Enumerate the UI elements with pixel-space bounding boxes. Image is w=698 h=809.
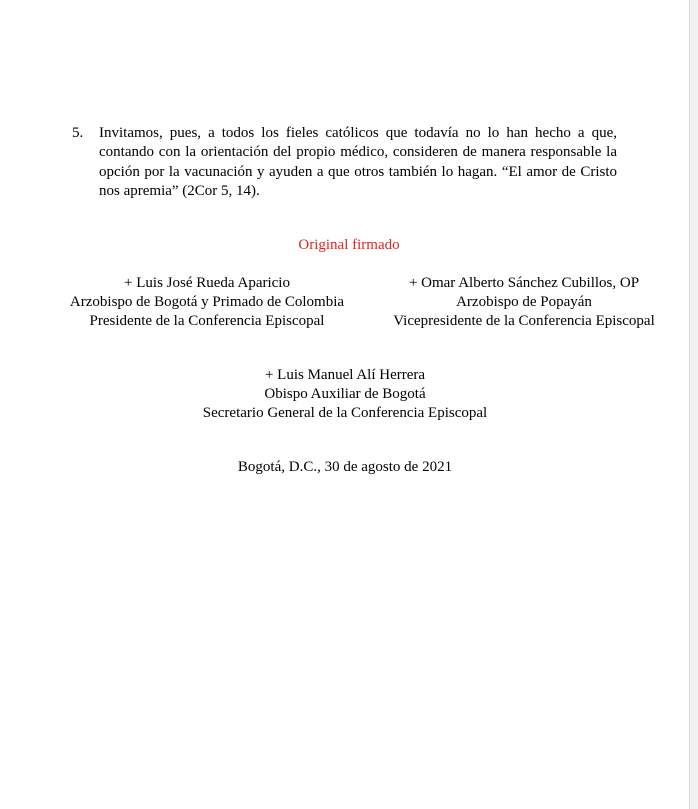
signatory-title: Arzobispo de Popayán: [456, 294, 592, 311]
signature-block-secretary: [190, 366, 500, 424]
signatory-role: Presidente de la Conferencia Episcopal: [89, 313, 325, 330]
signatory-role: Vicepresidente de la Conferencia Episcopal: [393, 313, 655, 330]
signature-block-president: [52, 274, 362, 332]
signatory-title: Arzobispo de Bogotá y Primado de Colombia: [69, 294, 345, 311]
signature-block-vicepresident: [374, 274, 674, 332]
place-and-date: Bogotá, D.C., 30 de agosto de 2021: [237, 459, 453, 475]
signatory-title: Obispo Auxiliar de Bogotá: [264, 386, 426, 403]
original-signed-note: Original firmado: [298, 237, 400, 253]
signatory-role: Secretario General de la Conferencia Episcopal: [202, 405, 488, 422]
list-item-number: 5.: [72, 125, 84, 141]
list-item-text: Invitamos, pues, a todos los fieles católicos que todavía no lo han hecho a que, contando con la orientación del propio médico, consideren de manera responsable la opción por la vacunación y ayuden a que otros también lo hagan. “El amor de Cristo nos apremia” (2Cor 5, 14).: [99, 125, 617, 199]
signatory-name: + Luis José Rueda Aparicio: [124, 275, 290, 291]
signatory-name: + Omar Alberto Sánchez Cubillos, OP: [408, 275, 640, 291]
page-edge: [689, 0, 698, 809]
signatory-name: + Luis Manuel Alí Herrera: [264, 367, 426, 383]
